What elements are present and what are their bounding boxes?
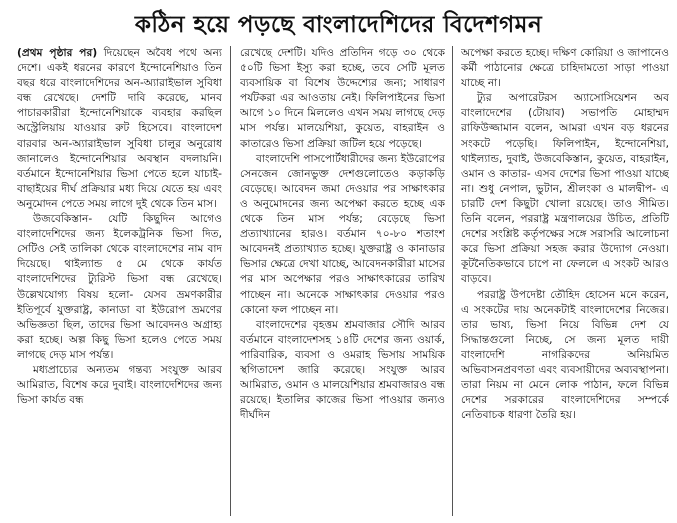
column-divider — [230, 46, 231, 516]
article-paragraph — [17, 46, 222, 212]
article-paragraph: পররাষ্ট্র উপদেষ্টা তৌহিদ হোসেন মনে করেন, এ সংকটের দায় অনেকটাই বাংলাদেশের নিজের। তার ভাষ্য, ভিসা নিয়ে বিভিন্ন দেশ যে সিদ্ধান্তগুলো নিচ্ছে, সে জন্য মূলত দায়ী বাংলাদেশি নাগরিকদের অনিয়মিত অভিবাসনপ্রবণতা এবং ব্যবসায়ীদের অব্যবস্থাপনা। তারা নিয়ম না মেনে লোক পাঠান, ফলে বিভিন্ন দেশের সরকারের বাংলাদেশিদের সম্পর্কে নেতিবাচক ধারণা তৈরি হয়। — [461, 288, 669, 422]
article-paragraph: উজবেকিস্তান- যেটি কিছুদিন আগেও বাংলাদেশিদের জন্য ইলেকট্রনিক ভিসা দিত, সেটিও সেই তালিকা থেকে বাংলাদেশের নাম বাদ দিয়েছে। থাইল্যান্ড ৫ মে থেকে কার্যত বাংলাদেশিদের ট্যুরিস্ট ভিসা বন্ধ রেখেছে। উল্লেখযোগ্য বিষয় হলো- যেসব ভ্রমণকারীর ইতিপূর্বে যুক্তরাষ্ট্র, কানাডা বা ইউরোপ ভ্রমণের অভিজ্ঞতা ছিল, তাদের ভিসা আবেদনও অগ্রাহ্য করা হচ্ছে। অল্প কিছু ভিসা হলেও পেতে সময় লাগছে দেড় মাস পর্যন্ত। — [17, 213, 222, 361]
article-paragraph: রেখেছে দেশটি। যদিও প্রতিদিন গড়ে ৩০ থেকে ৫০টি ভিসা ইস্যু করা হচ্ছে, তবে সেটি মূলত ব্যবসায়িক বা বিশেষ উদ্দেশ্যের জন্য; সাধারণ পর্যটকরা এর আওতায় নেই। ফিলিপাইনের ভিসা আগে ১০ দিনে মিললেও এখন সময় লাগছে দেড় মাস পর্যন্ত। মালয়েশিয়া, কুয়েত, বাহরাইন ও কাতারেও ভিসা প্রক্রিয়া জটিল হয়ে পড়েছে। — [240, 47, 445, 150]
headline: কঠিন হয়ে পড়ছে বাংলাদেশিদের বিদেশগমন — [134, 12, 543, 38]
paragraph-text: দিয়েছেন অবৈধ পথে অন্য দেশে। একই ধরনের কারণে ইন্দোনেশিয়াও তিন বছর ধরে বাংলাদেশিদের অন-অ্যারাইভাল সুবিধা বন্ধ রেখেছে। দেশটি দাবি করেছে, মানব পাচারকারীরা ইন্দোনেশিয়াকে ব্যবহার করছিল অস্ট্রেলিয়ায় যাওয়ার রুট হিসেবে। বাংলাদেশ বারবার অন-অ্যারাইভাল সুবিধা চালুর অনুরোধ জানালেও ইন্দোনেশিয়ার অবস্থান বদলায়নি। বর্তমানে ইন্দোনেশিয়ার ভিসা পেতে হলে যাচাই-বাছাইয়ের দীর্ঘ প্রক্রিয়ার মধ্য দিয়ে যেতে হয় এবং অনুমোদন পেতে সময় লাগে দুই থেকে তিন মাস। — [17, 47, 222, 210]
continuation-label: (প্রথম পৃষ্ঠার পর) — [17, 47, 98, 59]
article-paragraph: ট্যুর অপারেটরস অ্যাসোসিয়েশন অব বাংলাদেশের (টোয়াব) সভাপতি মোহাম্মদ রাফিউজ্জামান বলেন, আমরা এখন বড় ধরনের সংকটে পড়েছি। ফিলিপাইন, ইন্দোনেশিয়া, থাইল্যান্ড, দুবাই, উজবেকিস্তান, কুয়েত, বাহরাইন, ওমান ও কাতার- এসব দেশের ভিসা পাওয়া যাচ্ছে না। শুধু নেপাল, ভুটান, শ্রীলংকা ও মালদ্বীপ- এ চারটি দেশ কিছুটা খোলা রয়েছে। তাও সীমিত। তিনি বলেন, পররাষ্ট্র মন্ত্রণালয়ের উচিত, প্রতিটি দেশের সংশ্লিষ্ট কর্তৃপক্ষের সঙ্গে সরাসরি আলোচনা করে ভিসা প্রক্রিয়া সহজ করার উদ্যোগ নেওয়া। কূটনৈতিকভাবে চাপে না ফেললে এ সংকট আরও বাড়বে। — [461, 92, 669, 286]
article-column-3 — [461, 46, 669, 518]
article-paragraph: মধ্যপ্রাচ্যের অন্যতম গন্তব্য সংযুক্ত আরব আমিরাত, বিশেষ করে দুবাই। বাংলাদেশিদের জন্য ভিসা কার্যত বন্ধ — [17, 363, 222, 407]
article-paragraph: অপেক্ষা করতে হচ্ছে। দক্ষিণ কোরিয়া ও জাপানেও কর্মী পাঠানোর ক্ষেত্রে চাহিদামতো সাড়া পাওয়া যাচ্ছে না। — [461, 47, 669, 90]
article-column-2 — [240, 46, 445, 518]
article-paragraph: বাংলাদেশি পাসপোর্টধারীদের জন্য ইউরোপের সেনজেন জোনভুক্ত দেশগুলোতেও কড়াকড়ি বেড়েছে। আবেদন জমা দেওয়ার পর সাক্ষাৎকার ও অনুমোদনের জন্য অপেক্ষা করতে হচ্ছে এক থেকে তিন মাস পর্যন্ত; বেড়েছে ভিসা প্রত্যাখ্যানের হারও। বর্তমান ৭০-৮০ শতাংশ আবেদনই প্রত্যাখ্যাত হচ্ছে। যুক্তরাষ্ট্র ও কানাডার ভিসার ক্ষেত্রে দেখা যাচ্ছে, আবেদনকারীরা মাসের পর মাস অপেক্ষার পরও সাক্ষাৎকারের তারিখ পাচ্ছেন না। অনেকে সাক্ষাৎকার দেওয়ার পরও কোনো ফল পাচ্ছেন না। — [240, 152, 445, 316]
article-column-1 — [17, 46, 222, 518]
column-divider — [452, 46, 453, 516]
article-paragraph: বাংলাদেশের বৃহত্তম শ্রমবাজার সৌদি আরব বর্তমানে বাংলাদেশসহ ১৪টি দেশের জন্য ওয়ার্ক, পারিবারিক, ব্যবসা ও ওমরাহ ভিসায় সাময়িক স্থগিতাদেশ জারি করেছে। সংযুক্ত আরব আমিরাত, ওমান ও মালয়েশিয়ার শ্রমবাজারও বন্ধ রয়েছে। ইতালির কাজের ভিসা পাওয়ার জন্যও দীর্ঘদিন — [240, 318, 445, 422]
